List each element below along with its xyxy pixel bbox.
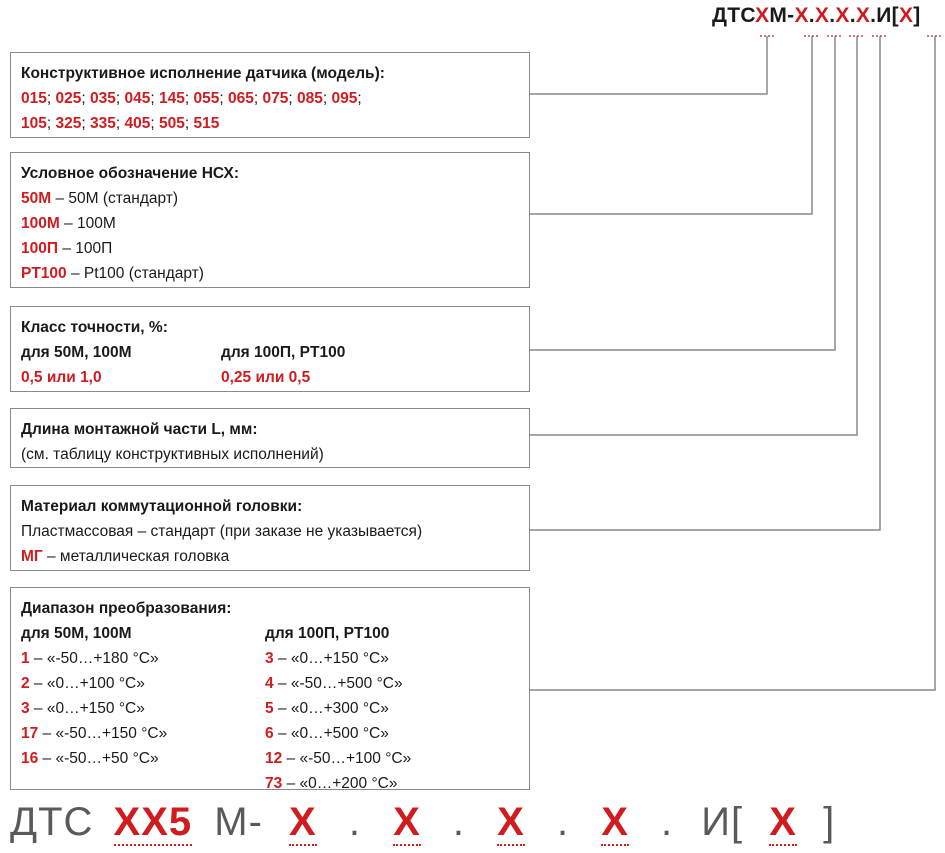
range-code: 5 — [265, 700, 274, 717]
range-item — [265, 721, 411, 746]
range-code: 6 — [265, 725, 274, 742]
model-codes — [21, 86, 519, 136]
model-code: 075 — [262, 90, 289, 107]
model-code: 045 — [124, 90, 151, 107]
model-code-separator: ; — [322, 90, 332, 107]
class-col1-value: 0,5 или 1,0 — [21, 369, 102, 386]
nsh-text: – 50М (стандарт) — [51, 190, 179, 207]
bottom-x1: Х — [289, 800, 317, 844]
bottom-m: М- — [214, 800, 263, 844]
range-code: 16 — [21, 750, 39, 767]
nsh-code: 100П — [21, 240, 59, 257]
model-code-separator: ; — [81, 115, 90, 132]
model-code: 505 — [159, 115, 185, 132]
model-code-separator: ; — [184, 115, 194, 132]
model-code-separator: ; — [150, 90, 159, 107]
range-text: – «0…+500 °С» — [273, 725, 389, 742]
box-class — [10, 306, 530, 392]
model-code-separator: ; — [219, 90, 228, 107]
range-text: – «-50…+500 °С» — [273, 675, 403, 692]
nsh-item — [21, 261, 519, 286]
class-col2-value: 0,25 или 0,5 — [221, 369, 311, 386]
bottom-i: И[ — [701, 800, 744, 844]
code-i: И[ — [876, 4, 899, 27]
range-code: 2 — [21, 675, 30, 692]
box-head-title: Материал коммутационной головки: — [21, 498, 303, 515]
model-code-separator: ; — [115, 90, 125, 107]
code-dot: . — [829, 4, 836, 27]
box-nsh-title: Условное обозначение НСХ: — [21, 165, 240, 182]
bottom-xx5: ХХ5 — [113, 800, 193, 844]
connector-model — [530, 36, 767, 94]
range-code: 3 — [21, 700, 30, 717]
bottom-dot: . — [661, 800, 674, 844]
box-length-text: (см. таблицу конструктивных исполнений) — [21, 446, 324, 463]
range-item — [21, 671, 265, 696]
model-code-separator: ; — [115, 115, 125, 132]
connector-range — [530, 36, 935, 690]
range-item — [265, 671, 411, 696]
nsh-text: – 100П — [58, 240, 113, 257]
model-code: 025 — [55, 90, 82, 107]
range-code: 1 — [21, 650, 30, 667]
range-item — [21, 646, 265, 671]
connector-length — [530, 36, 857, 435]
model-code: 325 — [55, 115, 82, 132]
range-col1-head: для 50М, 100М — [21, 625, 132, 642]
bottom-x4: Х — [601, 800, 629, 844]
range-item — [265, 746, 411, 771]
model-code-separator: ; — [184, 90, 194, 107]
connector-head — [530, 36, 880, 530]
range-col2-head: для 100П, PT100 — [265, 625, 390, 642]
bottom-dot: . — [348, 800, 361, 844]
model-code-separator: ; — [288, 90, 297, 107]
model-code-separator: ; — [81, 90, 90, 107]
bottom-prefix: ДТС — [10, 800, 94, 844]
nsh-item — [21, 186, 519, 211]
range-text: – «0…+150 °С» — [273, 650, 389, 667]
range-item — [21, 746, 265, 771]
nsh-code: 50М — [21, 190, 52, 207]
code-close: ] — [913, 4, 921, 27]
connector-class — [530, 36, 835, 350]
box-range-title: Диапазон преобразования: — [21, 600, 232, 617]
model-code-separator: ; — [253, 90, 263, 107]
range-item — [21, 721, 265, 746]
range-text: – «-50…+150 °С» — [38, 725, 168, 742]
range-code: 3 — [265, 650, 274, 667]
range-code: 12 — [265, 750, 283, 767]
box-head — [10, 485, 530, 571]
model-code: 405 — [124, 115, 151, 132]
order-code-bottom — [10, 800, 835, 846]
box-head-line1: Пластмассовая – стандарт (при заказе не указывается) — [21, 523, 423, 540]
nsh-item — [21, 236, 519, 261]
nsh-text: – 100М — [59, 215, 116, 232]
bottom-x2: Х — [393, 800, 421, 844]
code-dot: . — [808, 4, 815, 27]
head-text: – металлическая головка — [42, 548, 230, 565]
range-item — [21, 696, 265, 721]
bottom-dot: . — [452, 800, 466, 844]
code-m: М- — [769, 4, 795, 27]
range-text: – «0…+200 °С» — [282, 775, 398, 792]
range-code: 73 — [265, 775, 283, 792]
model-code-separator: ; — [46, 90, 56, 107]
code-x-model: Х — [755, 4, 770, 27]
nsh-code: 100М — [21, 215, 60, 232]
code-x5: Х — [898, 4, 914, 27]
model-code-separator: ; — [357, 90, 362, 107]
model-code-separator: ; — [46, 115, 56, 132]
box-nsh — [10, 152, 530, 288]
range-code: 17 — [21, 725, 39, 742]
bottom-dot: . — [556, 800, 570, 844]
model-codes-line — [21, 111, 519, 136]
range-item — [265, 646, 411, 671]
box-length — [10, 408, 530, 468]
box-head-line2 — [21, 544, 519, 569]
model-code: 515 — [193, 115, 220, 132]
bottom-x3: Х — [497, 800, 525, 844]
head-code: МГ — [21, 548, 43, 565]
box-model-title: Конструктивное исполнение датчика (модель): — [21, 65, 385, 82]
range-text: – «0…+100 °С» — [29, 675, 145, 692]
model-code: 055 — [193, 90, 220, 107]
connector-nsh — [530, 36, 812, 214]
model-code: 095 — [331, 90, 358, 107]
box-model — [10, 52, 530, 138]
model-codes-line — [21, 86, 519, 111]
model-code: 145 — [159, 90, 185, 107]
class-col2-head: для 100П, PT100 — [221, 344, 346, 361]
range-item — [265, 696, 411, 721]
range-text: – «0…+150 °С» — [29, 700, 145, 717]
model-code: 015 — [21, 90, 47, 107]
box-class-title: Класс точности, %: — [21, 319, 168, 336]
code-x1: Х — [794, 4, 809, 27]
bottom-x5: Х — [769, 800, 797, 844]
range-item — [265, 771, 411, 796]
bottom-close: ] — [823, 800, 836, 844]
model-code: 065 — [228, 90, 254, 107]
code-x3: Х — [835, 4, 850, 27]
range-text: – «0…+300 °С» — [273, 700, 389, 717]
class-col1-head: для 50М, 100М — [21, 344, 132, 361]
model-code: 335 — [90, 115, 116, 132]
nsh-code: PT100 — [21, 265, 67, 282]
code-prefix: ДТС — [712, 4, 756, 27]
range-col1 — [21, 621, 265, 796]
range-text: – «-50…+100 °С» — [282, 750, 412, 767]
code-dot: . — [849, 4, 856, 27]
box-length-title: Длина монтажной части L, мм: — [21, 421, 258, 438]
code-x2: Х — [814, 4, 830, 27]
model-code: 105 — [21, 115, 47, 132]
code-x4: Х — [855, 4, 871, 27]
code-dot: . — [870, 4, 877, 27]
model-code: 035 — [90, 90, 116, 107]
nsh-text: – Pt100 (стандарт) — [66, 265, 204, 282]
model-code-separator: ; — [150, 115, 159, 132]
model-code: 085 — [297, 90, 323, 107]
box-range — [10, 587, 530, 790]
range-text: – «-50…+180 °С» — [29, 650, 159, 667]
range-col2 — [265, 621, 411, 796]
nsh-item — [21, 211, 519, 236]
range-code: 4 — [265, 675, 274, 692]
range-text: – «-50…+50 °С» — [38, 750, 159, 767]
